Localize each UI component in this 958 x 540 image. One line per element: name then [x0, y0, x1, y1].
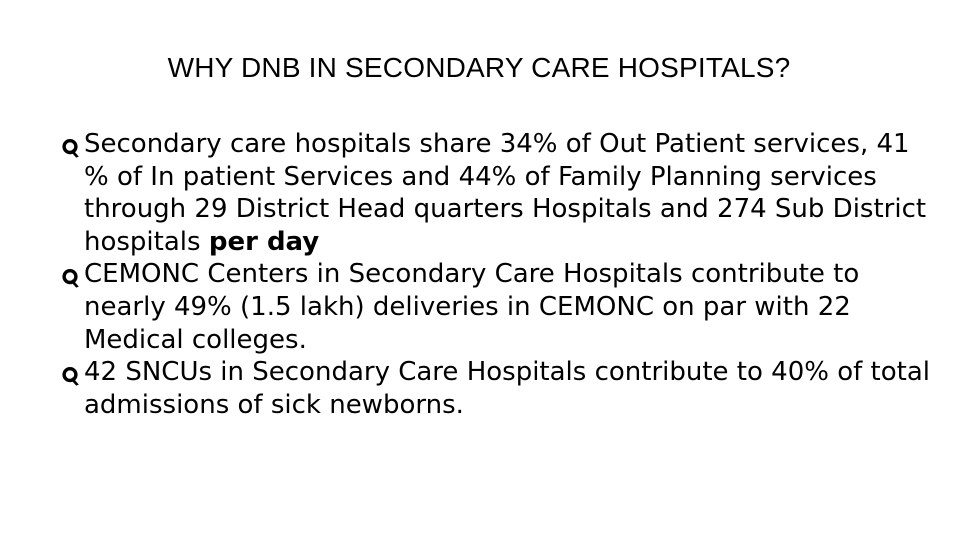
bullet-list [60, 128, 940, 421]
bullet-text: 42 SNCUs in Secondary Care Hospitals contribute to 40% of total admissions of sick newborns. [84, 357, 931, 420]
bullet-item [60, 128, 940, 258]
checkbox-bullet-icon [60, 137, 81, 158]
slide-title: WHY DNB IN SECONDARY CARE HOSPITALS? [167, 52, 791, 83]
bullet-item [60, 356, 940, 421]
checkbox-bullet-icon [60, 267, 81, 288]
checkbox-bullet-icon [60, 365, 81, 386]
bullet-item [60, 258, 940, 356]
bullet-text: CEMONC Centers in Secondary Care Hospitals contribute to nearly 49% (1.5 lakh) deliveries in CEMONC on par with 22 Medical colleges. [84, 259, 860, 355]
bullet-emphasis: per day [208, 226, 320, 257]
bullet-text: Secondary care hospitals share 34% of Out Patient services, 41 % of In patient Services and 44% of Family Planning services through 29 District Head quarters Hospitals and 274 Sub District hospitals [84, 129, 927, 257]
